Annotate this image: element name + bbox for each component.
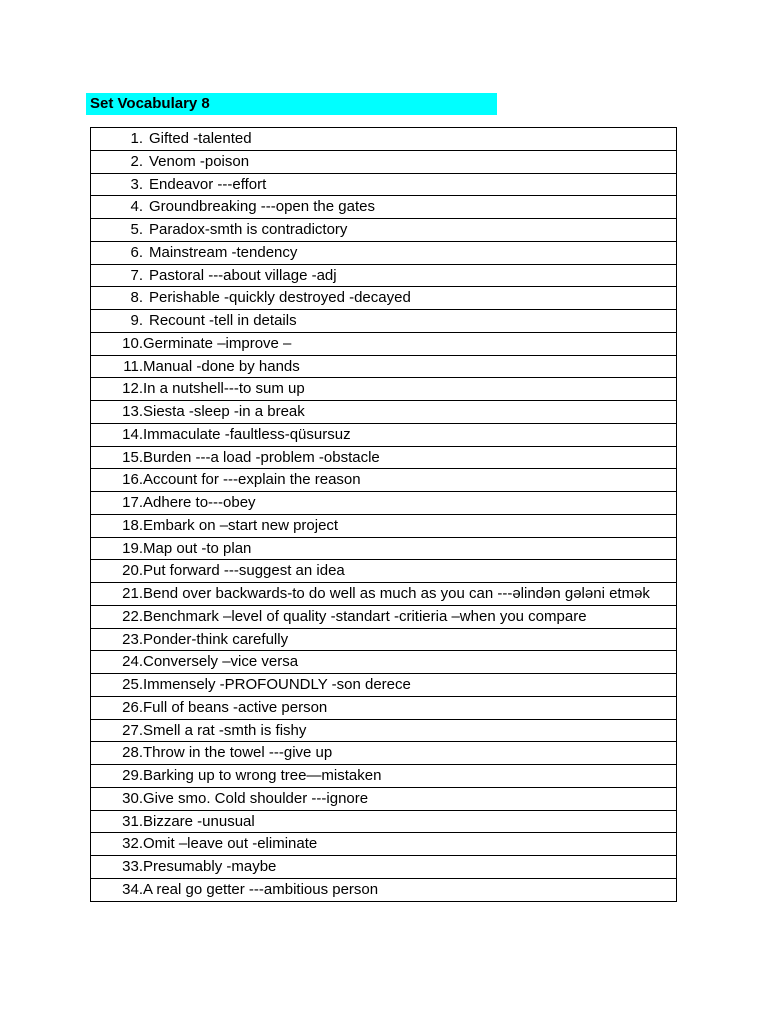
vocab-row [91,651,677,674]
vocab-row [91,674,677,697]
item-number: 21. [122,585,143,602]
item-number: 2. [130,152,143,170]
vocab-row [91,787,677,810]
vocab-row [91,128,677,151]
item-number: 23. [122,630,143,648]
item-number: 27. [122,721,143,739]
vocab-cell [91,628,677,651]
vocab-cell [91,310,677,333]
vocab-row [91,765,677,788]
item-text: Account for ---explain the reason [143,471,361,489]
item-text: Bend over backwards-to do well as much as you can ---əlindən gələni etmək [143,585,650,602]
item-number: 17. [122,494,143,511]
vocab-row [91,878,677,901]
item-text: Embark on –start new project [143,516,339,534]
vocab-row [91,560,677,583]
vocab-cell [91,537,677,560]
item-number: 13. [122,403,143,420]
item-text: Immaculate -faultless-qüsursuz [143,425,351,443]
vocab-cell [91,492,677,515]
vocab-row [91,332,677,355]
item-text: Manual -done by hands [143,357,300,375]
item-number: 18. [122,516,143,534]
vocab-cell [91,696,677,719]
vocab-row [91,696,677,719]
item-text: Ponder-think carefully [143,630,289,648]
item-number: 6. [130,243,143,261]
vocab-row [91,287,677,310]
vocab-row [91,469,677,492]
item-number: 3. [130,175,143,193]
vocab-cell [91,355,677,378]
vocab-row [91,241,677,264]
item-text: In a nutshell---to sum up [143,380,305,398]
vocab-row [91,605,677,628]
item-number: 31. [122,812,143,830]
item-number: 11. [123,357,143,375]
item-number: 7. [130,266,143,284]
vocab-cell [91,856,677,879]
item-text: Throw in the towel ---give up [143,744,333,762]
item-number: 14. [122,425,143,443]
vocab-cell [91,128,677,151]
item-number: 15. [122,448,143,466]
item-number: 22. [122,607,143,625]
item-text: Germinate –improve – [143,334,292,352]
vocab-row [91,514,677,537]
vocabulary-table-body [91,128,677,902]
vocab-cell [91,742,677,765]
item-number: 20. [122,562,143,580]
item-number: 4. [130,198,143,216]
item-text: Full of beans -active person [143,698,328,716]
vocab-row [91,219,677,242]
vocab-row [91,583,677,606]
vocab-cell [91,423,677,446]
vocab-cell [91,150,677,173]
vocab-cell [91,583,677,606]
vocab-cell [91,173,677,196]
vocab-row [91,719,677,742]
vocab-row [91,810,677,833]
vocab-row [91,173,677,196]
vocab-row [91,628,677,651]
vocab-cell [91,378,677,401]
item-number: 24. [122,653,143,671]
vocab-cell [91,651,677,674]
vocab-row [91,856,677,879]
vocab-row [91,446,677,469]
vocab-row [91,378,677,401]
vocab-row [91,537,677,560]
item-text: Groundbreaking ---open the gates [149,198,375,216]
vocab-row [91,742,677,765]
item-number: 29. [122,767,143,784]
vocab-cell [91,469,677,492]
item-number: 12. [122,380,143,398]
vocab-cell [91,878,677,901]
vocab-row [91,150,677,173]
vocab-row [91,492,677,515]
item-text: Mainstream -tendency [149,243,298,261]
item-text: Venom -poison [149,152,250,170]
item-text: Barking up to wrong tree—mistaken [143,767,382,784]
item-text: Omit –leave out -eliminate [143,835,318,853]
item-text: Recount -tell in details [149,312,297,329]
item-text: Smell a rat -smth is fishy [143,721,307,739]
item-text: Immensely -PROFOUNDLY -son derece [143,676,411,693]
vocab-cell [91,196,677,219]
item-text: Presumably -maybe [143,858,277,875]
vocab-cell [91,401,677,424]
item-text: Siesta -sleep -in a break [143,403,305,420]
vocab-cell [91,446,677,469]
item-text: Gifted -talented [149,130,252,147]
vocabulary-table [90,127,677,902]
title-highlight [86,93,497,115]
vocab-cell [91,674,677,697]
vocab-cell [91,810,677,833]
item-text: Perishable -quickly destroyed -decayed [149,289,411,307]
vocab-cell [91,719,677,742]
item-number: 34. [122,880,143,898]
vocab-row [91,401,677,424]
vocab-row [91,310,677,333]
item-number: 30. [122,789,143,807]
item-text: Endeavor ---effort [149,175,267,193]
vocab-cell [91,605,677,628]
vocab-row [91,355,677,378]
vocab-cell [91,560,677,583]
vocab-row [91,196,677,219]
item-number: 19. [122,539,143,557]
item-text: Pastoral ---about village -adj [149,266,337,284]
vocab-cell [91,765,677,788]
vocab-row [91,264,677,287]
item-text: Conversely –vice versa [143,653,299,671]
item-number: 32. [122,835,143,853]
item-text: Paradox-smth is contradictory [149,221,348,238]
vocab-row [91,833,677,856]
vocab-cell [91,833,677,856]
item-text: Map out -to plan [143,539,252,557]
item-number: 16. [122,471,143,489]
item-number: 1. [130,130,143,147]
document-title: Set Vocabulary 8 [90,95,210,112]
vocab-cell [91,264,677,287]
item-text: Burden ---a load -problem -obstacle [143,448,380,466]
item-number: 8. [130,289,143,307]
item-text: Put forward ---suggest an idea [143,562,345,580]
item-number: 28. [122,744,143,762]
item-number: 33. [122,858,143,875]
item-number: 5. [130,221,143,238]
item-text: Adhere to---obey [143,494,256,511]
vocab-cell [91,287,677,310]
vocab-cell [91,219,677,242]
item-text: A real go getter ---ambitious person [143,880,379,898]
vocab-row [91,423,677,446]
vocab-cell [91,787,677,810]
vocab-cell [91,514,677,537]
vocab-cell [91,332,677,355]
vocab-cell [91,241,677,264]
item-text: Bizzare -unusual [143,812,255,830]
item-number: 25. [122,676,143,693]
item-number: 26. [122,698,143,716]
item-text: Give smo. Cold shoulder ---ignore [143,789,369,807]
item-number: 9. [130,312,143,329]
item-number: 10. [122,334,143,352]
item-text: Benchmark –level of quality -standart -critieria –when you compare [143,607,587,625]
